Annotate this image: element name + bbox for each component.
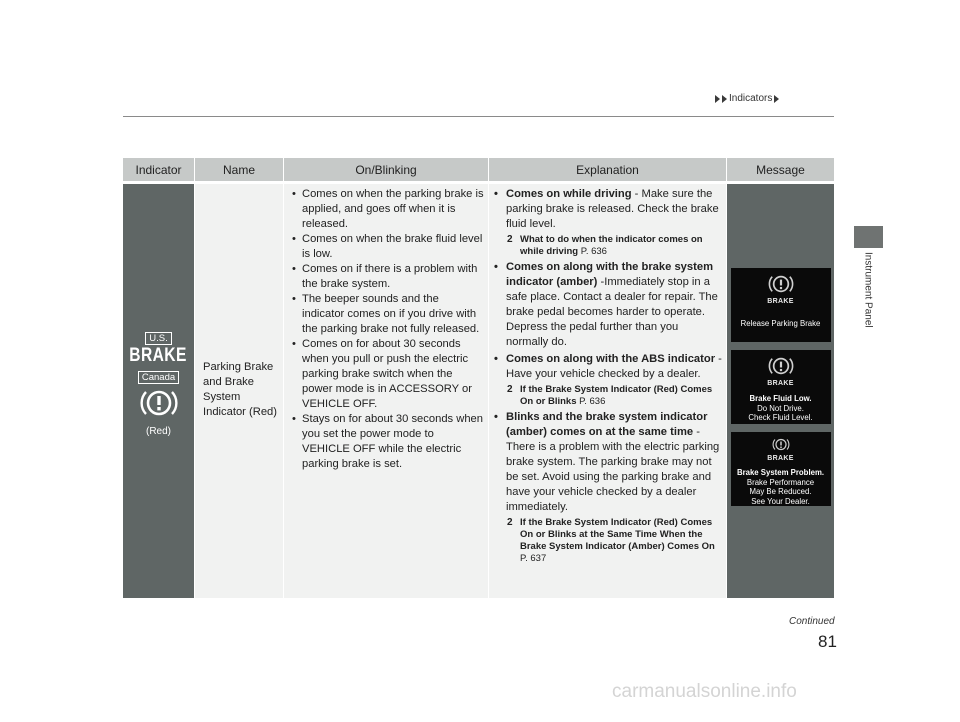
on-blinking-item: • Stays on for about 30 seconds when you set the power mode to VEHICLE OFF while the electric parking brake is set. [290, 412, 484, 472]
message-screen-release-parking-brake [731, 268, 831, 342]
cross-reference[interactable] [506, 384, 722, 408]
name-line: Indicator (Red) [203, 406, 277, 418]
reference-page: P. 636 [576, 396, 606, 407]
message-icon-label: BRAKE [767, 380, 794, 387]
explanation-text: - There is a problem with the electric parking brake system. The parking brake may not be set. Avoid using the parking brake and have your vehicle checked by a dealer immediately. [506, 426, 720, 513]
continued-label: Continued [789, 616, 835, 627]
section-tab-label: Instrument Panel [862, 252, 874, 328]
message-line: May Be Reduced. [749, 487, 812, 496]
cross-reference[interactable] [506, 517, 722, 565]
reference-mark-icon: 2 [507, 384, 513, 395]
message-line: Brake System Problem. [736, 468, 825, 477]
reference-title: If the Brake System Indicator (Red) Comes On or Blinks [520, 384, 713, 407]
on-blinking-item: • Comes on when the parking brake is applied, and goes off when it is released. [290, 187, 484, 232]
message-icon-label: BRAKE [767, 298, 794, 305]
us-region-tag: U.S. [145, 332, 171, 345]
explanation-lead: Comes on while driving [506, 188, 632, 200]
message-line: See Your Dealer. [751, 496, 810, 506]
page-number: 81 [818, 632, 837, 651]
reference-page: P. 637 [520, 553, 547, 564]
header-explanation: Explanation [489, 158, 727, 184]
message-line: Check Fluid Level. [748, 413, 813, 422]
explanation-item [493, 352, 722, 408]
header-indicator: Indicator [123, 158, 195, 184]
header-name: Name [195, 158, 284, 184]
name-line: and Brake [203, 376, 254, 388]
table-row [123, 184, 834, 598]
arrow-right-icon [715, 95, 720, 103]
message-icon-label: BRAKE [767, 455, 794, 462]
on-blinking-item: • Comes on for about 30 seconds when you pull or push the electric parking brake switch when the power mode is in ACCESSORY or VEHICLE OFF. [290, 337, 484, 412]
on-blinking-item: • Comes on if there is a problem with the brake system. [290, 262, 484, 292]
indicator-color-note: (Red) [145, 426, 171, 437]
explanation-item [493, 260, 722, 350]
brake-warning-icon [766, 437, 796, 452]
section-tab-marker [854, 226, 883, 248]
message-cell [727, 184, 834, 598]
explanation-lead: Blinks and the brake system indicator (amber) comes on at the same time [506, 411, 708, 438]
table-header-row [123, 158, 834, 184]
reference-title: If the Brake System Indicator (Red) Comes On or Blinks at the Same Time When the Brake System Indicator (Amber) Comes On [520, 517, 715, 552]
reference-title: What to do when the indicator comes on while driving [520, 234, 703, 257]
reference-page: P. 636 [578, 246, 607, 257]
name-cell [195, 184, 284, 598]
message-screen-brake-system-problem [731, 432, 831, 506]
name-line: System [203, 391, 241, 403]
brake-warning-icon [766, 273, 796, 295]
watermark: carmanualsonline.info [612, 681, 797, 702]
on-blinking-item: • Comes on when the brake fluid level is low. [290, 232, 484, 262]
message-line: Brake Performance [746, 477, 815, 487]
explanation-lead: Comes on along with the ABS indicator [506, 353, 716, 365]
arrow-right-icon [722, 95, 727, 103]
message-line: Do Not Drive. [757, 403, 804, 413]
indicator-table [123, 158, 834, 598]
brake-warning-icon [140, 388, 178, 418]
explanation-text: - Make sure the parking brake is released. Check the brake fluid level. [506, 188, 719, 230]
header-message: Message [727, 158, 834, 184]
explanation-item [493, 410, 722, 565]
message-text [748, 394, 812, 423]
reference-mark-icon: 2 [507, 517, 513, 528]
brake-warning-icon [766, 355, 796, 377]
explanation-cell [489, 184, 727, 598]
on-blinking-item: • The beeper sounds and the indicator comes on if you drive with the parking brake not fully released. [290, 292, 484, 337]
header-rule [123, 116, 834, 117]
canada-region-tag: Canada [138, 371, 179, 384]
message-text [737, 468, 824, 506]
explanation-item [493, 187, 722, 258]
explanation-text: -Immediately stop in a safe place. Contact a dealer for repair. The brake pedal becomes harder to operate. Depress the pedal further than you normally do. [506, 276, 718, 348]
header-on-blinking: On/Blinking [284, 158, 489, 184]
message-screen-brake-fluid-low [731, 350, 831, 424]
cross-reference[interactable] [506, 234, 722, 258]
breadcrumb [715, 93, 779, 104]
name-line: Parking Brake [203, 361, 274, 373]
arrow-right-icon [774, 95, 779, 103]
reference-mark-icon: 2 [507, 234, 513, 245]
breadcrumb-label: Indicators [729, 93, 773, 104]
indicator-cell [123, 184, 195, 598]
brake-text-icon: BRAKE [129, 345, 188, 366]
message-line: Release Parking Brake [740, 319, 821, 328]
message-line: Brake Fluid Low. [749, 394, 812, 403]
explanation-text: - Have your vehicle checked by a dealer. [506, 353, 722, 380]
on-blinking-cell [284, 184, 489, 598]
message-text [741, 319, 821, 329]
explanation-lead: Comes on along with the brake system indicator (amber) [506, 261, 714, 288]
